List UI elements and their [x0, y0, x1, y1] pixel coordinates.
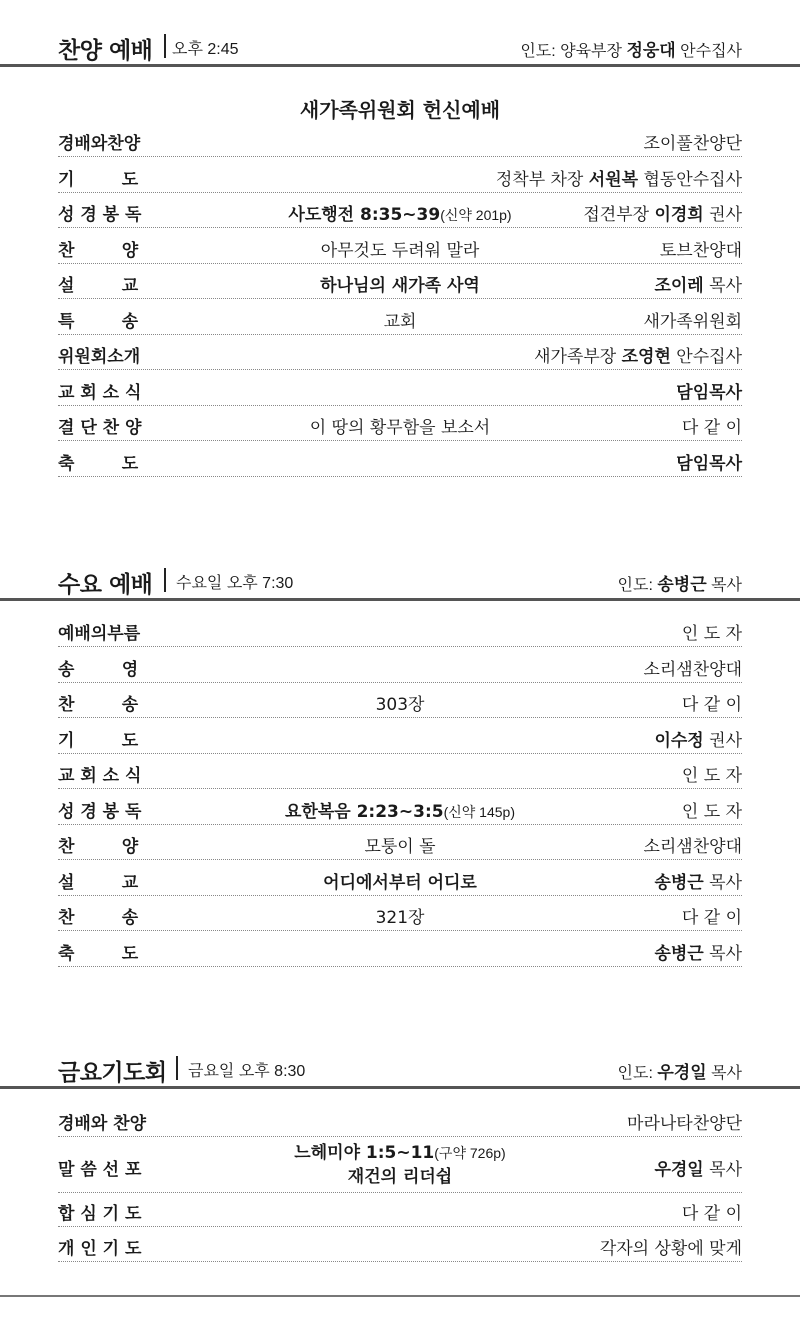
row-person — [682, 797, 742, 822]
section-leader — [618, 1058, 742, 1083]
person-name: 조이레 — [654, 276, 704, 296]
leader-name: 우경일 — [657, 1063, 707, 1083]
row-label: 축 도 — [58, 453, 139, 474]
row-person — [654, 1155, 742, 1180]
content-text: 교회 — [383, 311, 417, 332]
row-person — [496, 165, 742, 190]
leader-prefix: 인도: — [617, 577, 653, 594]
program-row — [58, 194, 742, 228]
person-name: 이수정 — [654, 730, 704, 751]
row-label: 위원회소개 — [58, 347, 141, 367]
row-person — [654, 271, 742, 296]
person-text: 안수집사 — [676, 347, 742, 367]
row-person — [660, 236, 742, 261]
section-title: 수요 예배 — [58, 572, 153, 598]
program-row — [58, 1228, 742, 1262]
row-label: 기 도 — [58, 730, 139, 751]
person-text: 협동안수집사 — [643, 169, 742, 190]
section-leader — [520, 36, 742, 61]
section-title: 금요기도회 — [58, 1060, 167, 1086]
row-content — [208, 271, 592, 296]
person-name: 조영현 — [621, 347, 671, 367]
row-person — [643, 832, 742, 857]
person-name: 서원복 — [588, 169, 639, 190]
row-label: 경배와 찬양 — [58, 1114, 147, 1134]
row-person — [643, 307, 742, 332]
row-label: 예배의부름 — [58, 624, 141, 644]
section-header-friday-prayer — [0, 1050, 800, 1090]
person-text: 목사 — [709, 943, 742, 964]
bible-page-ref: (구약 726p) — [434, 1144, 506, 1161]
row-person — [682, 690, 742, 715]
program-row — [58, 159, 742, 193]
row-content — [208, 1141, 592, 1189]
row-label: 성 경 봉 독 — [58, 205, 142, 225]
row-person — [676, 449, 742, 474]
row-label: 찬 송 — [58, 908, 139, 928]
person-name: 송병근 — [654, 943, 704, 964]
person-text: 권사 — [709, 730, 742, 751]
row-label: 결 단 찬 양 — [58, 418, 142, 438]
person-text: 인 도 자 — [681, 766, 742, 786]
content-text: 303장 — [375, 695, 425, 715]
program-row — [58, 755, 742, 789]
row-label: 축 도 — [58, 943, 139, 964]
row-content — [208, 413, 592, 438]
program-row — [58, 613, 742, 647]
program-row — [58, 684, 742, 718]
person-name: 우경일 — [654, 1159, 704, 1180]
person-text: 인 도 자 — [681, 624, 742, 644]
content-text: 모퉁이 돌 — [364, 837, 436, 857]
row-person — [534, 342, 742, 367]
person-text: 다 같 이 — [681, 908, 742, 928]
divider-bar — [176, 1056, 178, 1080]
program-row — [58, 407, 742, 441]
row-label: 합 심 기 도 — [58, 1203, 142, 1224]
row-person — [627, 1109, 742, 1134]
bottom-divider — [0, 1295, 800, 1297]
row-label: 찬 양 — [58, 837, 139, 857]
leader-name: 송병근 — [657, 575, 707, 595]
program-row — [58, 933, 742, 967]
row-label: 경배와찬양 — [58, 134, 141, 154]
row-person — [654, 868, 742, 893]
program-row — [58, 265, 742, 299]
row-content — [208, 797, 592, 822]
section-time: 금요일 오후 8:30 — [188, 1063, 306, 1080]
person-text: 권사 — [709, 205, 742, 225]
person-text: 목사 — [709, 872, 742, 893]
row-label: 설 교 — [58, 872, 139, 893]
program-row — [58, 1193, 742, 1227]
program-row — [58, 649, 742, 683]
leader-name: 정웅대 — [626, 41, 676, 61]
person-name: 이경희 — [654, 205, 704, 225]
row-content — [208, 200, 592, 225]
row-content — [208, 307, 592, 332]
row-person — [676, 378, 742, 403]
row-content — [208, 832, 592, 857]
section-title: 찬양 예배 — [58, 38, 153, 64]
section-header-wednesday-worship — [0, 562, 800, 602]
row-label: 말 씀 선 포 — [58, 1159, 142, 1180]
program-row — [58, 1103, 742, 1137]
person-text: 다 같 이 — [681, 418, 742, 438]
sermon-title: 재건의 리더쉽 — [347, 1166, 453, 1187]
person-name: 담임목사 — [676, 382, 742, 403]
content-text: 321장 — [375, 908, 425, 928]
row-person — [682, 1199, 742, 1224]
bible-page-ref: (신약 201p) — [440, 207, 512, 223]
section-time: 오후 2:45 — [172, 41, 239, 58]
program-row — [58, 301, 742, 335]
person-role: 새가족부장 — [534, 347, 617, 367]
content-text-bold: 하나님의 새가족 사역 — [320, 276, 480, 296]
row-label: 찬 송 — [58, 695, 139, 715]
section-leader — [618, 570, 742, 595]
person-text: 새가족위원회 — [643, 311, 742, 332]
leader-title: 안수집사 — [680, 43, 742, 60]
row-person — [643, 129, 742, 154]
row-label: 특 송 — [58, 311, 139, 332]
program-row — [58, 372, 742, 406]
content-text: 이 땅의 황무함을 보소서 — [309, 418, 491, 438]
row-person — [682, 619, 742, 644]
program-row — [58, 826, 742, 860]
section-time: 수요일 오후 7:30 — [176, 575, 294, 592]
row-person — [682, 903, 742, 928]
row-label: 송 영 — [58, 659, 139, 680]
row-label: 개 인 기 도 — [58, 1239, 142, 1259]
section-divider — [0, 64, 800, 67]
row-person — [682, 413, 742, 438]
program-title: 새가족위원회 헌신예배 — [299, 98, 501, 122]
row-label: 설 교 — [58, 276, 139, 296]
person-text: 토브찬양대 — [659, 240, 742, 261]
person-text: 소리샘찬양대 — [643, 659, 742, 680]
program-row — [58, 336, 742, 370]
row-label: 성 경 봉 독 — [58, 801, 142, 822]
person-role: 접견부장 — [583, 205, 650, 225]
divider-bar — [164, 34, 166, 58]
person-text: 인 도 자 — [681, 801, 742, 822]
program-row — [58, 720, 742, 754]
person-text: 소리샘찬양대 — [643, 837, 742, 857]
row-label: 기 도 — [58, 169, 139, 190]
section-divider — [0, 598, 800, 601]
row-content — [208, 903, 592, 928]
person-text: 다 같 이 — [681, 1203, 742, 1224]
program-row — [58, 1139, 742, 1193]
person-name: 송병근 — [654, 872, 704, 893]
row-person — [643, 655, 742, 680]
content-text-bold: 사도행전 8:35~39 — [288, 205, 441, 225]
person-text: 목사 — [709, 1159, 742, 1180]
row-label: 찬 양 — [58, 240, 139, 261]
content-text-bold: 요한복음 2:23~3:5 — [284, 801, 444, 822]
section-divider — [0, 1086, 800, 1089]
leader-prefix: 인도: — [617, 1065, 653, 1082]
program-row — [58, 791, 742, 825]
row-person — [654, 939, 742, 964]
content-text: 아무것도 두려워 말라 — [320, 240, 480, 261]
leader-title: 목사 — [711, 577, 742, 594]
row-person — [600, 1234, 742, 1259]
row-person — [682, 761, 742, 786]
leader-title: 목사 — [711, 1065, 742, 1082]
row-content — [208, 690, 592, 715]
content-text-bold: 느헤미야 1:5~11 — [294, 1142, 435, 1163]
leader-prefix: 인도: 양육부장 — [520, 43, 622, 60]
program-row — [58, 862, 742, 896]
person-text: 조이풀찬양단 — [643, 134, 742, 154]
program-row — [58, 443, 742, 477]
content-text-bold: 어디에서부터 어디로 — [323, 872, 477, 893]
row-content — [208, 236, 592, 261]
person-text: 각자의 상황에 맞게 — [599, 1239, 742, 1259]
row-person — [583, 200, 742, 225]
divider-bar — [164, 568, 166, 592]
row-content — [208, 868, 592, 893]
person-name: 담임목사 — [676, 453, 742, 474]
row-label: 교 회 소 식 — [58, 382, 142, 403]
person-role: 정착부 차장 — [495, 169, 584, 190]
person-text: 목사 — [709, 276, 742, 296]
program-row — [58, 897, 742, 931]
person-text: 마라나타찬양단 — [627, 1114, 742, 1134]
bible-page-ref: (신약 145p) — [443, 803, 515, 820]
section-header-praise-worship — [0, 28, 800, 68]
program-row — [58, 123, 742, 157]
row-label: 교 회 소 식 — [58, 766, 142, 786]
row-person — [654, 726, 742, 751]
person-text: 다 같 이 — [681, 695, 742, 715]
program-row — [58, 230, 742, 264]
